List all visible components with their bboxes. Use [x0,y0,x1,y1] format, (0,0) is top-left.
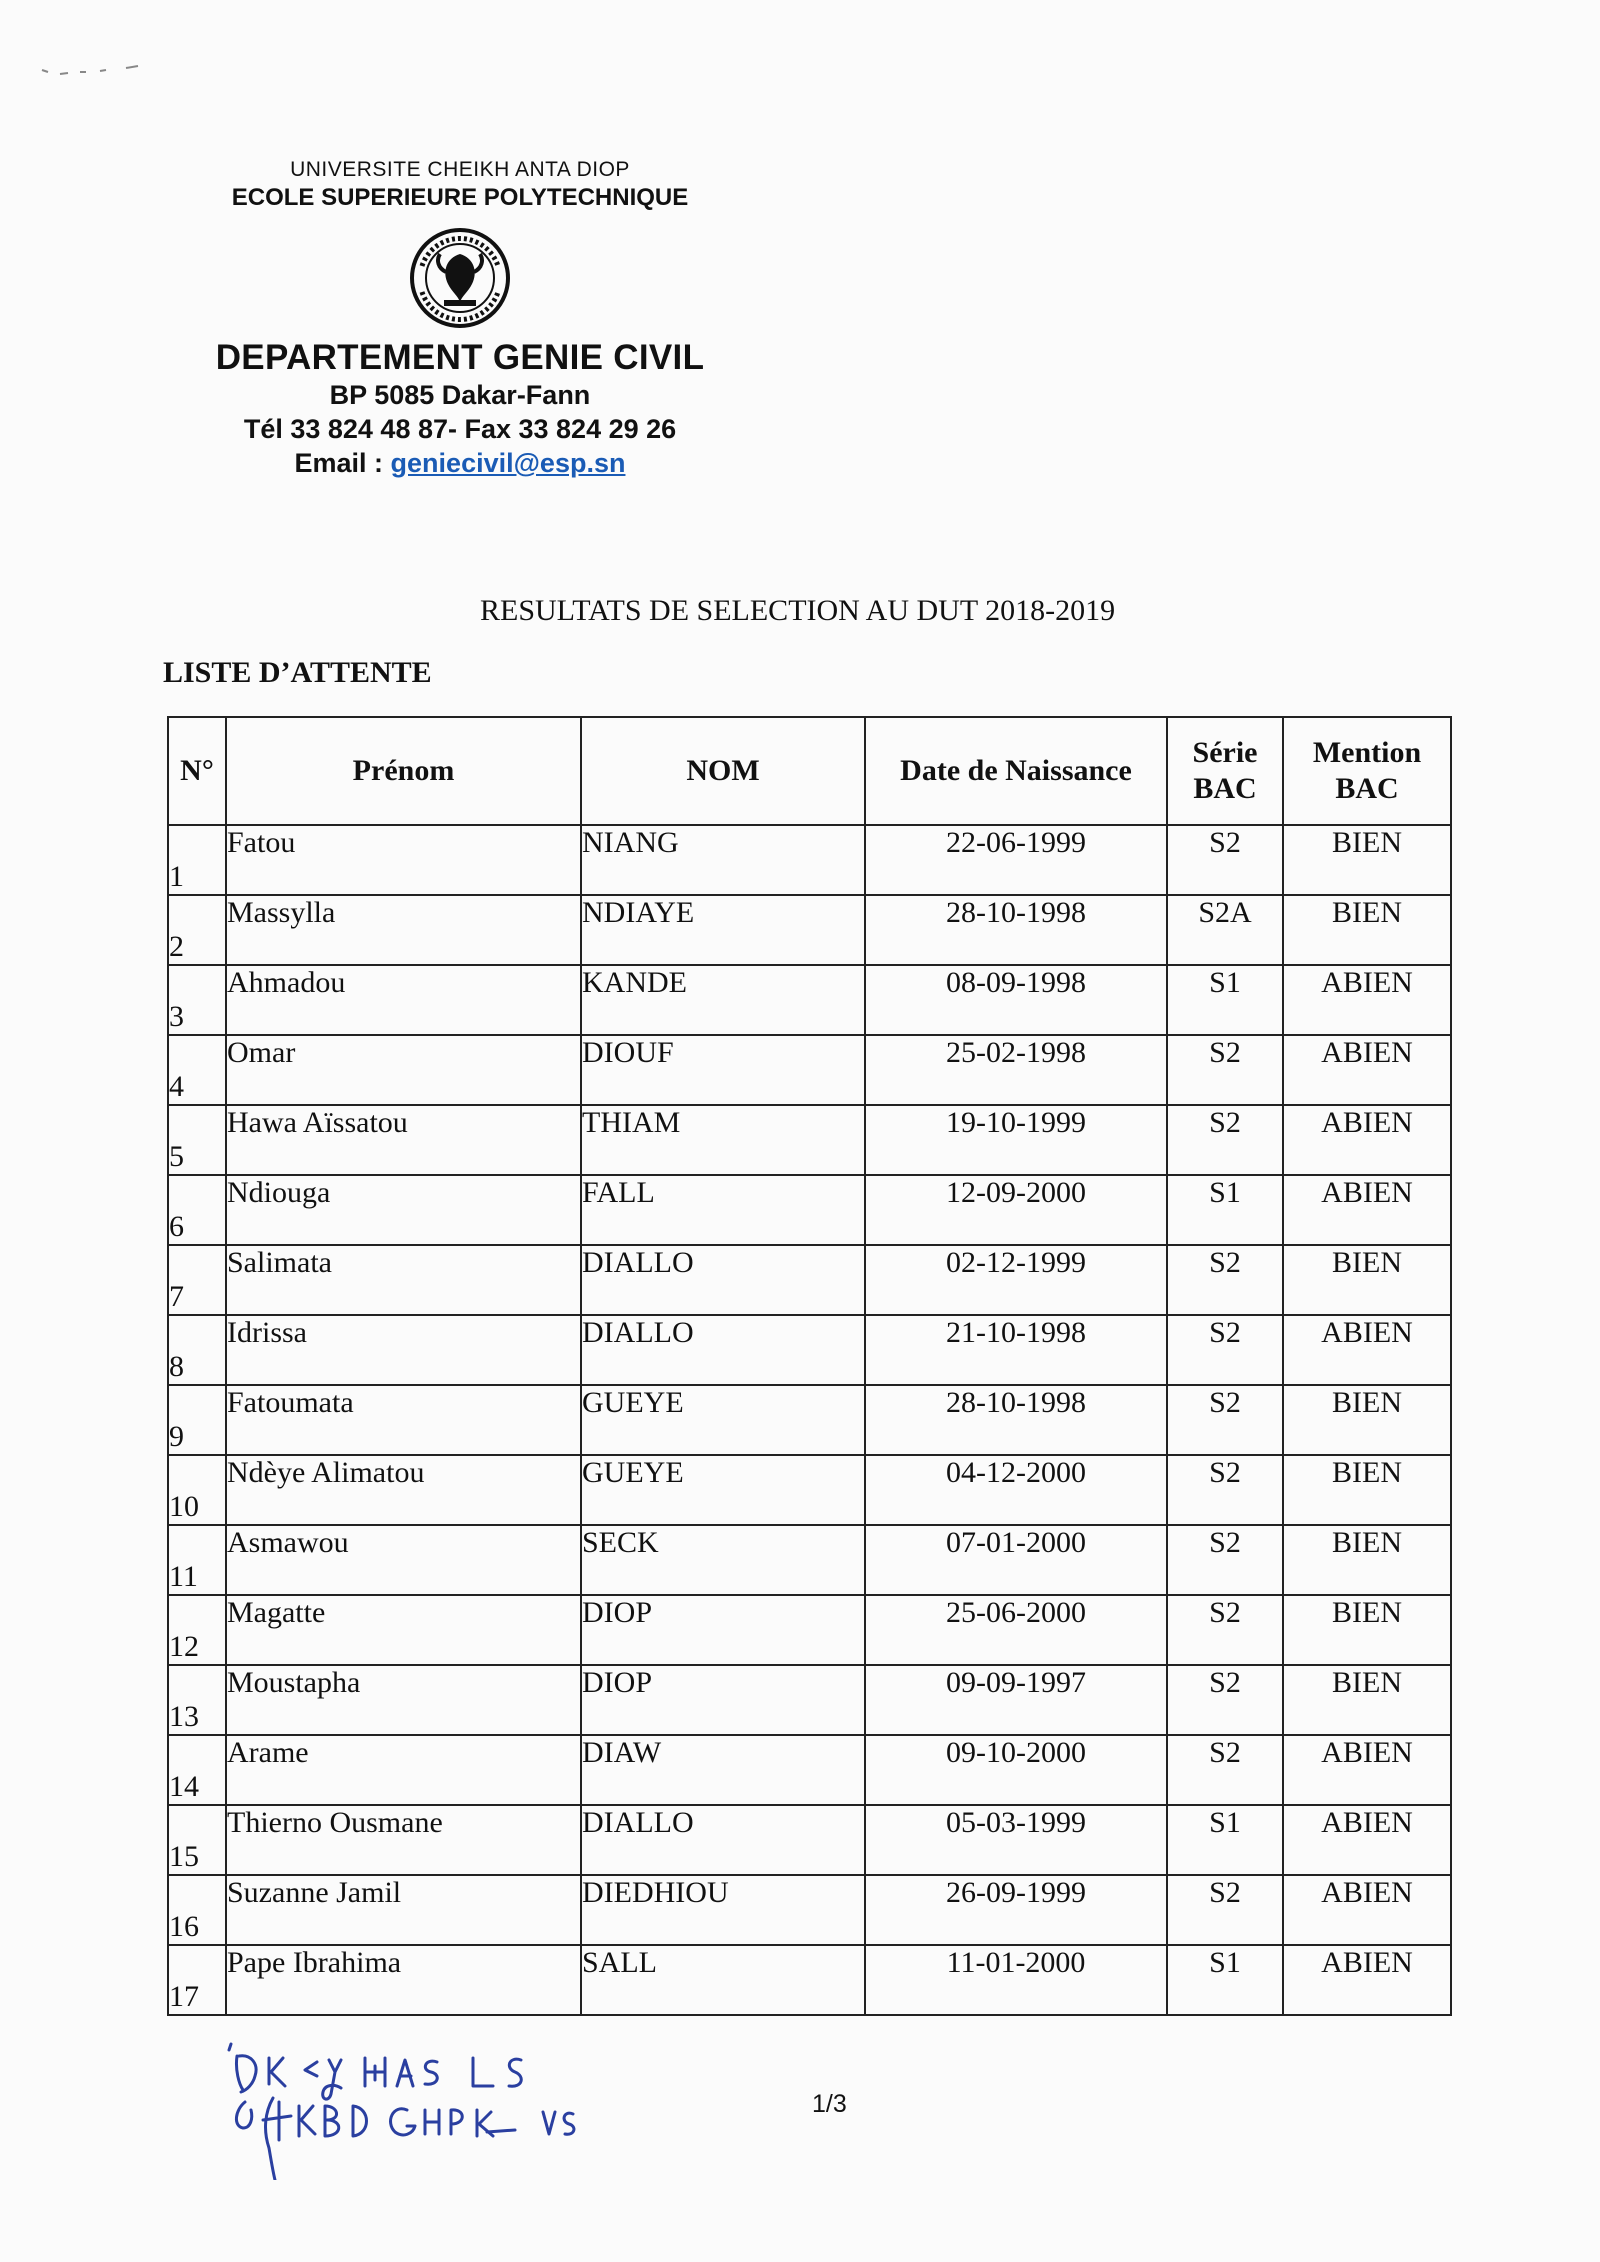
cell-serie: S1 [1167,1945,1283,2015]
cell-first-name: Arame [226,1735,581,1805]
cell-num: 17 [168,1945,226,2015]
cell-num: 16 [168,1875,226,1945]
letterhead [170,150,750,480]
email-label: Email : [294,448,391,478]
table-row [168,1315,1451,1385]
university-name: UNIVERSITE CHEIKH ANTA DIOP [290,158,630,181]
table-row [168,1175,1451,1245]
cell-serie: S2 [1167,1735,1283,1805]
cell-birth-date: 19-10-1999 [865,1105,1167,1175]
cell-num: 13 [168,1665,226,1735]
cell-last-name: NIANG [581,825,865,895]
cell-mention: BIEN [1283,1525,1451,1595]
cell-birth-date: 22-06-1999 [865,825,1167,895]
cell-last-name: DIOP [581,1595,865,1665]
table-row [168,1105,1451,1175]
table-row [168,1455,1451,1525]
cell-serie: S2 [1167,825,1283,895]
cell-first-name: Pape Ibrahima [226,1945,581,2015]
cell-mention: ABIEN [1283,1105,1451,1175]
cell-serie: S1 [1167,965,1283,1035]
header-birth-date: Date de Naissance [865,717,1167,825]
table-row [168,1805,1451,1875]
cell-first-name: Ahmadou [226,965,581,1035]
cell-last-name: GUEYE [581,1455,865,1525]
header-serie-line1: Série [1192,736,1258,769]
cell-serie: S1 [1167,1175,1283,1245]
cell-mention: ABIEN [1283,965,1451,1035]
cell-num: 15 [168,1805,226,1875]
cell-last-name: DIALLO [581,1315,865,1385]
cell-mention: BIEN [1283,1665,1451,1735]
cell-serie: S2 [1167,1665,1283,1735]
header-serie [1167,717,1283,825]
cell-num: 2 [168,895,226,965]
cell-first-name: Fatoumata [226,1385,581,1455]
cell-first-name: Asmawou [226,1525,581,1595]
cell-serie: S2 [1167,1315,1283,1385]
cell-num: 7 [168,1245,226,1315]
header-first-name: Prénom [226,717,581,825]
cell-mention: BIEN [1283,895,1451,965]
cell-mention: BIEN [1283,1245,1451,1315]
cell-num: 3 [168,965,226,1035]
cell-mention: ABIEN [1283,1875,1451,1945]
cell-last-name: NDIAYE [581,895,865,965]
cell-birth-date: 05-03-1999 [865,1805,1167,1875]
cell-last-name: KANDE [581,965,865,1035]
cell-birth-date: 09-09-1997 [865,1665,1167,1735]
cell-birth-date: 28-10-1998 [865,1385,1167,1455]
cell-num: 11 [168,1525,226,1595]
school-name: ECOLE SUPERIEURE POLYTECHNIQUE [231,184,689,211]
cell-birth-date: 02-12-1999 [865,1245,1167,1315]
header-mention-line1: Mention [1312,736,1422,769]
cell-serie: S2 [1167,1455,1283,1525]
cell-first-name: Ndiouga [226,1175,581,1245]
cell-last-name: DIOP [581,1665,865,1735]
cell-num: 4 [168,1035,226,1105]
table-row [168,1875,1451,1945]
cell-first-name: Massylla [226,895,581,965]
cell-mention: BIEN [1283,1455,1451,1525]
cell-last-name: SALL [581,1945,865,2015]
table-row [168,1735,1451,1805]
cell-serie: S2 [1167,1875,1283,1945]
cell-first-name: Ndèye Alimatou [226,1455,581,1525]
cell-first-name: Moustapha [226,1665,581,1735]
cell-birth-date: 21-10-1998 [865,1315,1167,1385]
cell-last-name: THIAM [581,1105,865,1175]
cell-last-name: GUEYE [581,1385,865,1455]
cell-serie: S2 [1167,1385,1283,1455]
cell-mention: ABIEN [1283,1735,1451,1805]
cell-mention: ABIEN [1283,1035,1451,1105]
cell-birth-date: 25-02-1998 [865,1035,1167,1105]
table-row [168,1035,1451,1105]
table-row [168,1595,1451,1665]
cell-last-name: FALL [581,1175,865,1245]
cell-birth-date: 07-01-2000 [865,1525,1167,1595]
cell-mention: ABIEN [1283,1315,1451,1385]
cell-last-name: DIALLO [581,1805,865,1875]
cell-last-name: SECK [581,1525,865,1595]
cell-mention: ABIEN [1283,1175,1451,1245]
cell-last-name: DIOUF [581,1035,865,1105]
table-row [168,965,1451,1035]
cell-first-name: Idrissa [226,1315,581,1385]
cell-num: 5 [168,1105,226,1175]
cell-birth-date: 28-10-1998 [865,895,1167,965]
cell-first-name: Suzanne Jamil [226,1875,581,1945]
cell-mention: ABIEN [1283,1945,1451,2015]
cell-serie: S2 [1167,1105,1283,1175]
cell-mention: BIEN [1283,1595,1451,1665]
cell-birth-date: 25-06-2000 [865,1595,1167,1665]
cell-first-name: Thierno Ousmane [226,1805,581,1875]
scan-mark-icon [40,60,150,80]
cell-birth-date: 11-01-2000 [865,1945,1167,2015]
header-last-name: NOM [581,717,865,825]
cell-birth-date: 09-10-2000 [865,1735,1167,1805]
cell-num: 10 [168,1455,226,1525]
table-header-row [168,717,1451,825]
cell-serie: S2 [1167,1595,1283,1665]
header-serie-line2: BAC [1193,772,1257,805]
cell-num: 14 [168,1735,226,1805]
cell-first-name: Omar [226,1035,581,1105]
email-link[interactable]: geniecivil@esp.sn [390,448,626,478]
cell-last-name: DIAW [581,1735,865,1805]
cell-last-name: DIALLO [581,1245,865,1315]
waiting-list-table [167,716,1452,2016]
cell-serie: S2 [1167,1245,1283,1315]
cell-birth-date: 12-09-2000 [865,1175,1167,1245]
table-row [168,1385,1451,1455]
cell-birth-date: 08-09-1998 [865,965,1167,1035]
address: BP 5085 Dakar-Fann [329,380,591,410]
cell-serie: S2 [1167,1525,1283,1595]
cell-birth-date: 26-09-1999 [865,1875,1167,1945]
cell-mention: BIEN [1283,825,1451,895]
cell-num: 6 [168,1175,226,1245]
table-row [168,1945,1451,2015]
email-line [170,446,750,480]
cell-num: 9 [168,1385,226,1455]
cell-serie: S2 [1167,1035,1283,1105]
cell-first-name: Hawa Aïssatou [226,1105,581,1175]
results-title: RESULTATS DE SELECTION AU DUT 2018-2019 [480,594,1116,627]
cell-serie: S2A [1167,895,1283,965]
cell-num: 12 [168,1595,226,1665]
cell-first-name: Magatte [226,1595,581,1665]
cell-serie: S1 [1167,1805,1283,1875]
table-row [168,895,1451,965]
header-mention [1283,717,1451,825]
phone-fax: Tél 33 824 48 87- Fax 33 824 29 26 [243,414,677,444]
cell-first-name: Salimata [226,1245,581,1315]
cell-mention: BIEN [1283,1385,1451,1455]
cell-mention: ABIEN [1283,1805,1451,1875]
cell-birth-date: 04-12-2000 [865,1455,1167,1525]
table-row [168,1245,1451,1315]
header-num: N° [168,717,226,825]
handwritten-annotation [225,2040,645,2180]
department-name: DEPARTEMENT GENIE CIVIL [215,338,705,377]
waiting-list-title: LISTE D’ATTENTE [163,656,432,689]
table-row [168,825,1451,895]
table-body [168,825,1451,2015]
header-mention-line2: BAC [1335,772,1399,805]
cell-num: 8 [168,1315,226,1385]
table-row [168,1665,1451,1735]
cell-num: 1 [168,825,226,895]
school-seal-icon [408,226,512,330]
table-row [168,1525,1451,1595]
cell-first-name: Fatou [226,825,581,895]
page-number: 1/3 [812,2090,847,2118]
cell-last-name: DIEDHIOU [581,1875,865,1945]
